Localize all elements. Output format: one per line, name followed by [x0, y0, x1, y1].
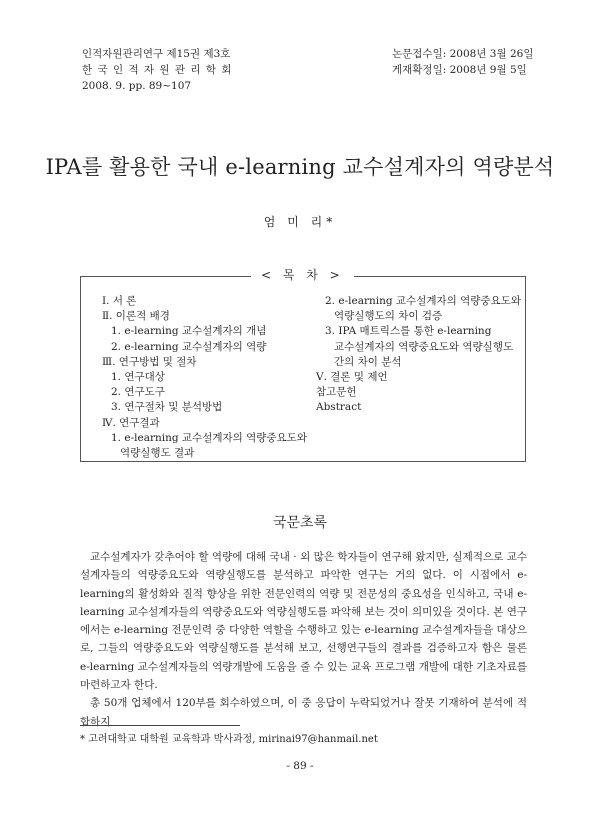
footnote: * 고려대학교 대학원 교육학과 박사과정, mirinai97@hanmail.net	[80, 734, 378, 745]
toc-title: < 목 차 >	[251, 266, 354, 283]
toc-item: 3. IPA 매트릭스를 통한 e-learning	[325, 325, 492, 338]
toc-item: Ⅱ. 이론적 배경	[102, 310, 170, 323]
toc-item: 역량실행도 결과	[120, 447, 195, 460]
abstract-paragraph: 총 50개 업체에서 120부를 회수하였으며, 이 중 응답이 누락되었거나 잘못 기재하여 분석에 적합하지	[80, 697, 527, 728]
toc-right-column	[316, 294, 526, 416]
footnote-divider	[80, 725, 240, 726]
abstract-title: 국문초록	[272, 515, 328, 531]
author: 엄 미 리*	[263, 215, 337, 229]
toc-left-column	[102, 294, 312, 461]
accepted-date: 게재확정일: 2008년 9월 5일	[392, 64, 527, 76]
toc-item: 2. e-learning 교수설계자의 역량	[111, 340, 267, 353]
toc-item: 2. e-learning 교수설계자의 역량중요도와	[325, 295, 521, 307]
toc-item: Ⅰ. 서 론	[102, 295, 137, 307]
submission-info	[392, 46, 592, 78]
paper-title: IPA를 활용한 국내 e-learning 교수설계자의 역량분석	[45, 155, 555, 179]
abstract-body	[80, 548, 527, 731]
page-number: - 89 -	[286, 760, 314, 772]
journal-society: 한 국 인 적 자 원 관 리 학 회	[82, 64, 233, 76]
toc-item: 역량실행도의 차이 검증	[334, 310, 443, 323]
toc-item: 1. e-learning 교수설계자의 역량중요도와	[111, 431, 307, 444]
toc-item: Ⅲ. 연구방법 및 절차	[102, 355, 197, 368]
journal-volume: 인적자원관리연구 제15권 제3호	[82, 48, 231, 60]
toc-item: 1. 연구대상	[111, 371, 165, 384]
journal-pages: 2008. 9. pp. 89~107	[82, 80, 192, 92]
toc-item: Ⅴ. 결론 및 제언	[316, 371, 388, 384]
toc-item: Ⅳ. 연구결과	[102, 416, 160, 429]
toc-item: 간의 차이 분석	[334, 355, 402, 368]
abstract-paragraph: 교수설계자가 갖추어야 할 역량에 대해 국내 · 외 많은 학자들이 연구해 왔지만, 실제적으로 교수설계자들의 역량중요도와 역량실행도를 분석하고 파악한 연구는 거의 없다. 이 시점에서 e-learning의 활성화와 질적 향상을 위한 전문인력의 역량 및 전문성의 중요성을 인식하고, 국내 e-learning 교수설계자들의 역량중요도와 역량실행도를 파악해 보는 것이 의미있을 것이다. 본 연구에서는 e-learning 전문인력 중 다양한 역할을 수행하고 있는 e-learning 교수설계자들을 대상으로, 그들의 역량중요도와 역량실행도를 분석해 보고, 선행연구들의 결과를 검증하고자 함은 물론 e-learning 교수설계자들의 역량개발에 도움을 줄 수 있는 교육 프로그램 개발에 대한 기초자료를 마련하고자 한다.	[80, 551, 527, 692]
journal-info	[82, 46, 322, 94]
toc-item: 참고문헌	[316, 386, 357, 399]
toc-item: 2. 연구도구	[111, 386, 165, 399]
toc-item: 교수설계자의 역량중요도와 역량실행도	[334, 340, 514, 353]
toc-item: 1. e-learning 교수설계자의 개념	[111, 325, 267, 338]
toc-item: 3. 연구절차 및 분석방법	[111, 401, 223, 414]
toc-item: Abstract	[316, 401, 362, 414]
received-date: 논문접수일: 2008년 3월 26일	[392, 48, 534, 60]
